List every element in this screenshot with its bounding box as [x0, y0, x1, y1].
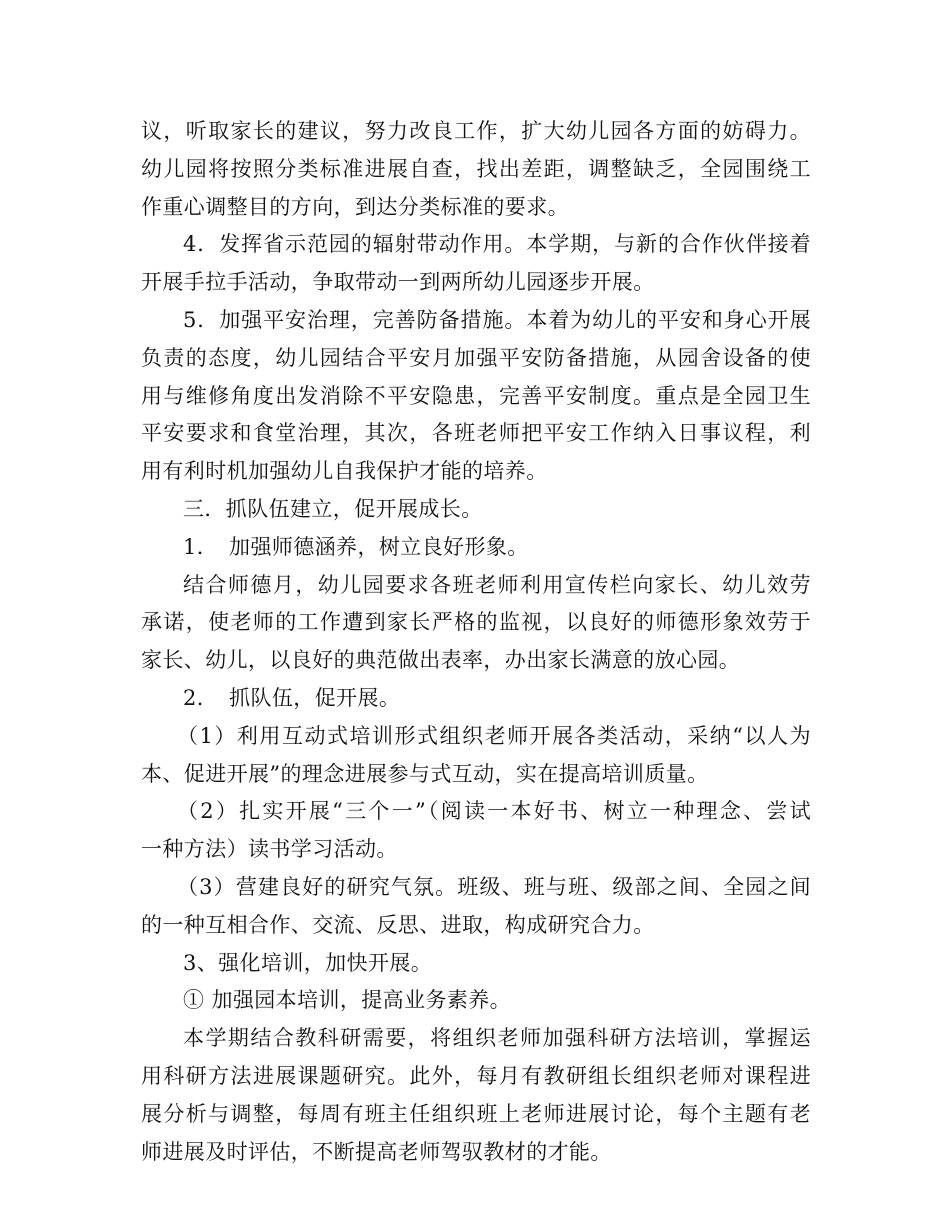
paragraph-line: 4．发挥省示范园的辐射带动作用。本学期，与新的合作伙伴接着	[183, 232, 811, 257]
paragraph-line: 用有利时机加强幼儿自我保护才能的培养。	[141, 459, 548, 484]
subsection-heading: 1． 加强师德涵养，树立良好形象。	[183, 534, 529, 559]
paragraph-line: 用科研方法进展课题研究。此外，每月有教研组长组织老师对课程进	[141, 1063, 811, 1088]
paragraph-line: 作重心调整目的方向，到达分类标准的要求。	[141, 194, 569, 219]
paragraph-line: 展分析与调整，每周有班主任组织班上老师进展讨论，每个主题有老	[141, 1101, 811, 1126]
paragraph-line: 本、促进开展”的理念进展参与式互动，实在提高培训质量。	[141, 761, 709, 786]
paragraph-line: 的一种互相合作、交流、反思、进取，构成研究合力。	[141, 912, 655, 937]
paragraph-line: 平安要求和食堂治理，其次，各班老师把平安工作纳入日事议程，利	[141, 421, 811, 446]
subsection-heading: ① 加强园本培训，提高业务素养。	[183, 988, 512, 1013]
paragraph-line: （3）营建良好的研究气氛。班级、班与班、级部之间、全园之间	[177, 874, 811, 899]
paragraph-line: 议，听取家长的建议，努力改良工作，扩大幼儿园各方面的妨碍力。	[141, 119, 811, 143]
paragraph-line: 师进展及时评估，不断提高老师驾驭教材的才能。	[141, 1139, 612, 1164]
paragraph-line: 负责的态度，幼儿园结合平安月加强平安防备措施，从园舍设备的使	[141, 345, 811, 370]
paragraph-line: （2）扎实开展“三个一”（阅读一本好书、树立一种理念、尝试	[177, 799, 811, 824]
paragraph-line: 家长、幼儿，以良好的典范做出表率，办出家长满意的放心园。	[141, 648, 741, 673]
paragraph-line: （1）利用互动式培训形式组织老师开展各类活动，采纳“以人为	[177, 723, 811, 748]
subsection-heading: 2． 抓队伍，促开展。	[183, 685, 401, 710]
paragraph-line: 幼儿园将按照分类标准进展自查，找出差距，调整缺乏，全园围绕工	[141, 156, 811, 181]
section-heading: 三．抓队伍建立，促开展成长。	[183, 496, 483, 521]
subsection-heading: 3、强化培训，加快开展。	[183, 950, 433, 975]
paragraph-line: 5．加强平安治理，完善防备措施。本着为幼儿的平安和身心开展	[183, 307, 811, 332]
paragraph-line: 一种方法）读书学习活动。	[141, 837, 398, 862]
paragraph-line: 承诺，使老师的工作遭到家长严格的监视，以良好的师德形象效劳于	[141, 610, 811, 635]
paragraph-line: 本学期结合教科研需要，将组织老师加强科研方法培训，掌握运	[183, 1026, 811, 1051]
paragraph-line: 开展手拉手活动，争取带动一到两所幼儿园逐步开展。	[141, 270, 655, 295]
paragraph-line: 结合师德月，幼儿园要求各班老师利用宣传栏向家长、幼儿效劳	[183, 572, 811, 597]
document-body	[141, 113, 811, 1171]
paragraph-line: 用与维修角度出发消除不平安隐患，完善平安制度。重点是全园卫生	[141, 383, 811, 408]
